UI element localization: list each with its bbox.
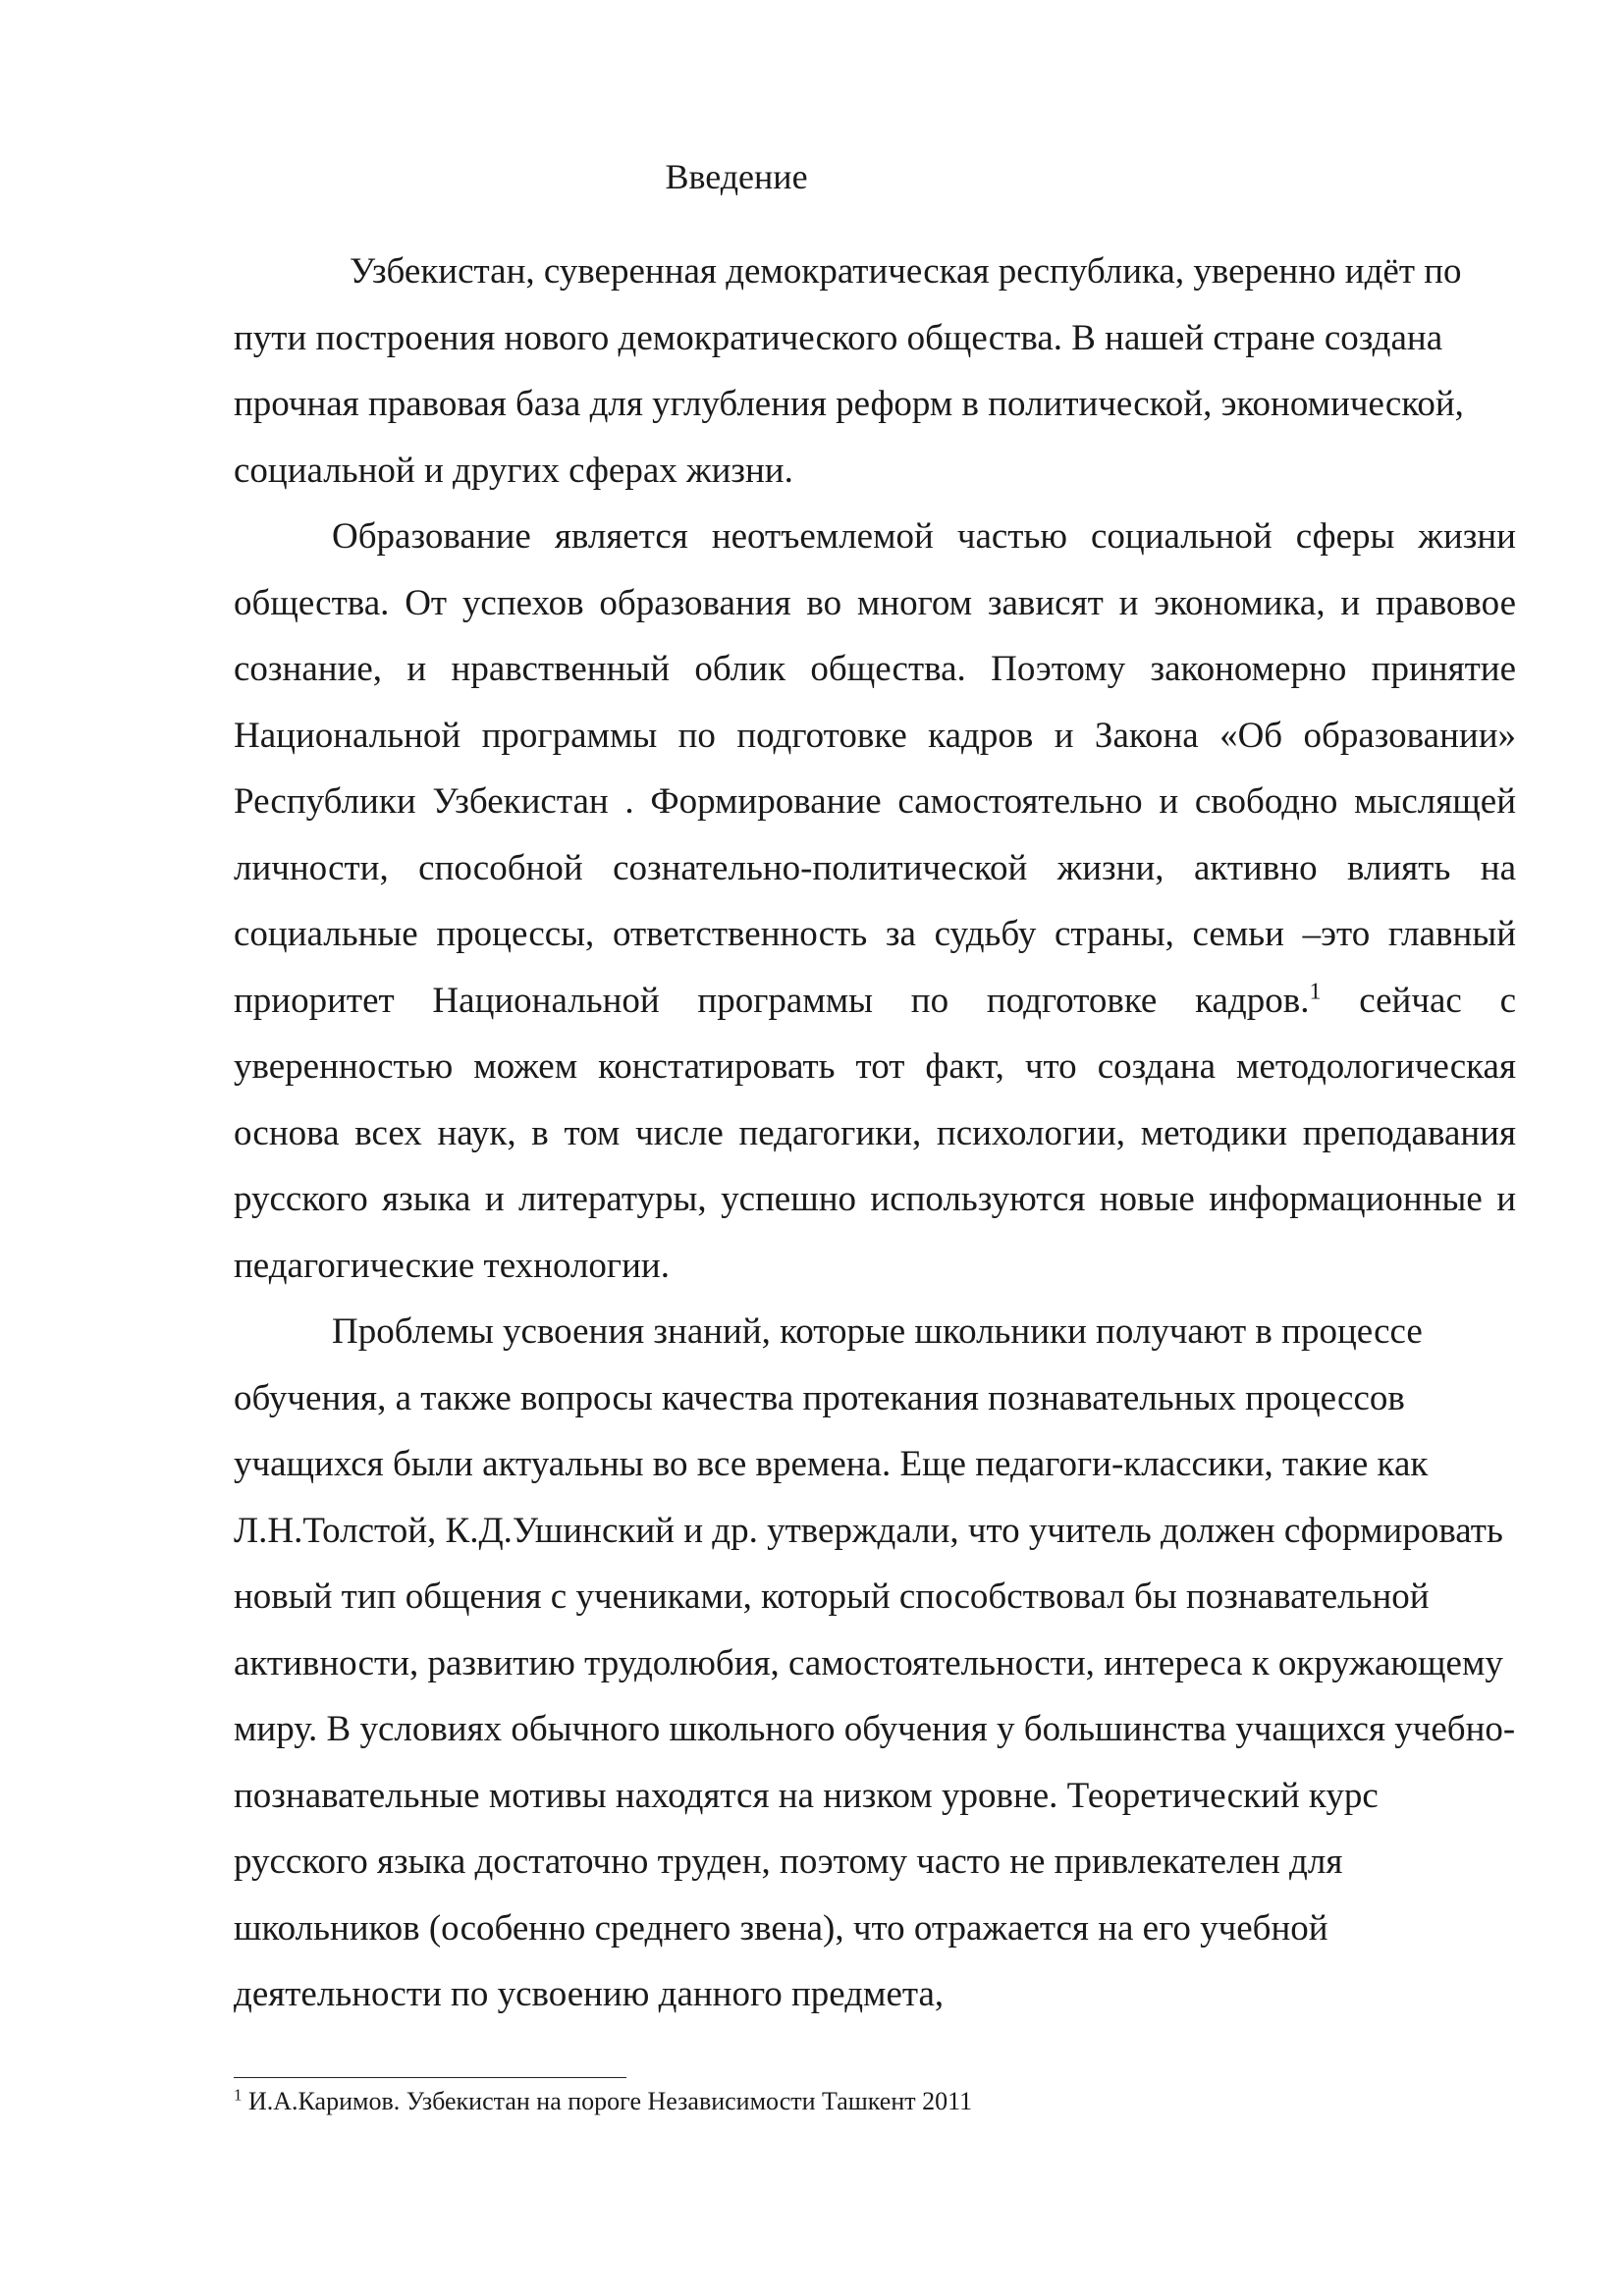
page-title: Введение [665,157,808,196]
paragraph-intro: Узбекистан, суверенная демократическая республика, уверенно идёт по пути построения нового демократического общества. В нашей стране создана прочная правовая база для углубления реформ в политической, экономической, социальной и других сферах жизни. [234,251,1464,491]
footnote-text: И.А.Каримов. Узбекистан на пороге Независимости Ташкент 2011 [242,2087,973,2115]
footnote-separator [234,2077,626,2078]
footnote [234,2085,1510,2118]
paragraph-text-after-ref: сейчас с уверенностью можем констатировать тот факт, что создана методологическая основа всех наук, в том числе педагогики, психологии, методики преподавания русского языка и литературы, успешно используются новые информационные и педагогические технологии. [234,980,1516,1286]
document-body [234,239,1516,2028]
footnote-reference[interactable]: 1 [1309,979,1322,1005]
footnote-marker: 1 [234,2085,243,2105]
paragraph-text-before-ref: Образование является неотъемлемой частью социальной сферы жизни общества. От успехов образования во многом зависят и экономика, и правовое сознание, и нравственный облик общества. Поэтому закономерно принятие Национальной программы по подготовке кадров и Закона «Об образовании» Республики Узбекистан . Формирование самостоятельно и свободно мыслящей личности, способной сознательно-политической жизни, активно влиять на социальные процессы, ответственность за судьбу страны, семьи –это главный приоритет Национальной программы по подготовке кадров. [234,516,1516,1021]
paragraph-problems: Проблемы усвоения знаний, которые школьники получают в процессе обучения, а также вопросы качества протекания познавательных процессов учащихся были актуальны во все времена. Еще педагоги-классики, такие как Л.Н.Толстой, К.Д.Ушинский и др. утверждали, что учитель должен сформировать новый тип общения с учениками, который способствовал бы познавательной активности, развитию трудолюбия, самостоятельности, интереса к окружающему миру. В условиях обычного школьного обучения у большинства учащихся учебно-познавательные мотивы находятся на низком уровне. Теоретический курс русского языка достаточно труден, поэтому часто не привлекателен для школьников (особенно среднего звена), что отражается на его учебной деятельности по усвоению данного предмета, [234,1311,1516,2014]
paragraph-education [234,504,1516,1299]
